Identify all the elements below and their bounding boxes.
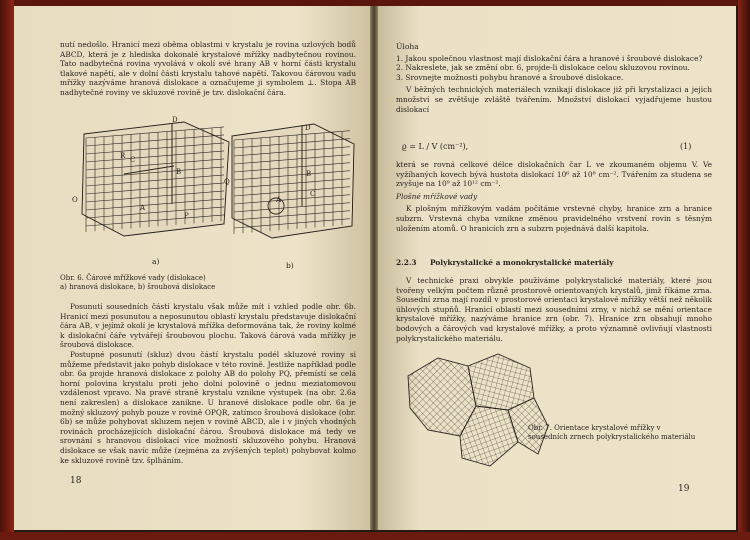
density-paragraph: V běžných technických materiálech vznikají dislokace již při krystalizaci a jejich množství se zvětšuje zvláště tvářením. Množství dislokací vyjadřujeme hustou dislokací [396,85,712,114]
figure-6-caption: Obr. 6. Čárové mřížkové vady (dislokace) a) hranová dislokace, b) šroubová dislokace [60,274,216,291]
cover-edge-right [738,0,750,540]
planar-defects-subheading: Plošné mřížkové vady [396,191,478,201]
left-intro-text [60,40,356,98]
fig-letter-B: B [176,168,182,176]
body-paragraph-2: Postupné posunutí (skluz) dvou částí krystalu podél skluzové roviny si můžeme představit jako pohyb dislokace v této rovině. Jestliže například podle obr. 6a projde hranová dislokace z polohy AB do polohy PQ, přemístí se celá horní polovina krystalu proti jeho dolní polovině o jednu meziatomovou vzdálenost vpravo. Na pravé straně krystalu vznikne výstupek (na obr. 2.6a není zakreslen) a dislokace zanikne. U hranové dislokace podle obr. 6a je možný skluzový pohyb pouze v rovině OPQR, zatímco šroubová dislokace (obr. 6b) se může pohybovat skluzem nejen v rovině ABCD, ale i v jiných vhodných rovinách procházejících dislokační čárou. Šroubová dislokace má tedy ve srovnání s hranovou dislokací více možností skluzového pohybu. Hranová dislokace se však navíc může (zejména za zvýšených teplot) pohybovat kolmo ke skluzové rovině tzv. šplháním. [60,349,356,465]
section-number: 2.2.3 [396,258,417,267]
fig-letter-C-b: C [310,190,316,198]
figure-label-a: a) [152,257,160,266]
right-page [378,6,736,530]
right-middle-text [396,160,712,233]
task-item-3: 3. Srovnejte možnosti pohybu hranové a šroubové dislokace. [396,72,624,82]
screw-dislocation-drawing [232,124,354,238]
fig-letter-B-b: B [306,170,312,178]
figure-7-caption: Obr. 7. Orientace krystalové mřížky v sousedních zrnech polykrystalického materiálu [528,424,696,441]
fig-letter-O: O [72,196,78,204]
fig-letter-A-b: A [276,196,282,204]
figure-7-grains [398,346,588,476]
left-body-text [60,302,356,465]
grain-2 [468,354,534,410]
figure-6-dislocations [64,114,364,274]
page-number-right: 19 [678,484,690,494]
fig-letter-D: D [172,116,178,124]
polycrystal-paragraph: V technické praxi obvykle používáme polykrystalické materiály, které jsou tvořeny velkým počtem různě prostorově orientovaných krystalů, jimž říkáme zrna. Sousední zrna mají rozdíl v prostorové orientaci krystalové mřížky větší než několik úhlových stupňů. Hranicí oblastí mezi sousedními zrny, v nichž se mění orientace krystalové mřížky, nazýváme hranice zrn (obr. 7). Hranice zrn obsahují mnoho bodových a čárových vad krystalové mřížky, a proto významně ovlivňují vlastnosti polykrystalického materiálu. [396,276,712,343]
density-explanation: která se rovná celkové délce dislokačních čar L ve zkoumaném objemu V. Ve vyžíhaných kovech bývá hustota dislokací 10⁶ až 10⁸ cm⁻². Tvářením za studena se zvyšuje na 10⁹ až 10¹² cm⁻². [396,160,712,189]
right-top-text [396,42,712,114]
book-gutter [370,6,378,530]
fig-letter-P: P [184,212,189,220]
body-paragraph-1: Posunutí sousedních částí krystalu však může mít i vzhled podle obr. 6b. Hranicí mezi posunutou a neposunutou oblastí krystalu představuje dislokační čára AB, v jejímž okolí je krystalová mřížka deformována tak, že roviny kolmé k dislokační čáře vytvářejí šroubovou plochu. Taková čárová vada mřížky je šroubová dislokace. [60,302,356,350]
task-item-1: 1. Jakou společnou vlastnost mají dislokační čára a hranové i šroubové dislokace? [396,53,703,63]
intro-paragraph: nutí nedošlo. Hranicí mezi oběma oblastmi v krystalu je rovina uzlových bodů ABCD, která je z hlediska dokonalé krystalové mřížky nadbytečnou rovinou. Tato nadbytečná rovina vyvolává v okolí své hrany AB v horní části krystalu tlakové napětí, ale v dolní části krystalu tahové napětí. Takovou čárovou vadu mřížky nazýváme hranová dislokace a označujeme ji symbolem ⊥. Stopa AB nadbytečné roviny ve skluzové rovině je tzv. dislokační čára. [60,40,356,97]
fig-letter-D-b: D [305,124,311,132]
cover-edge-left [0,0,14,540]
section-title: Polykrystalické a monokrystalické materiály [430,258,614,267]
fig-letter-Q: Q [224,178,230,186]
density-formula: ϱ = L / V (cm⁻²), [402,142,469,151]
task-title: Úloha [396,42,419,51]
fig-letter-C: C [130,156,136,164]
planar-defects-paragraph: K plošným mřížkovým vadám počítáme vrstevné chyby, hranice zrn a hranice subzrn. Vrstevná chyba vznikne změnou pravidelného vrstvení rovin s těsným uložením atomů. O hranicích zrn a subzrn pojednává další kapitola. [396,204,712,233]
task-item-2: 2. Nakreslete, jak se změní obr. 6, projde-li dislokace celou skluzovou rovinou. [396,63,690,73]
right-section-text [396,276,712,343]
fig-letter-A: A [140,204,146,212]
formula-number: (1) [680,142,692,151]
left-page [14,6,370,530]
fig-letter-R: R [120,152,126,160]
figure-label-b: b) [286,261,294,270]
cover-edge-bottom [0,532,750,540]
edge-dislocation-drawing [82,122,229,236]
page-number-left: 18 [70,476,82,486]
